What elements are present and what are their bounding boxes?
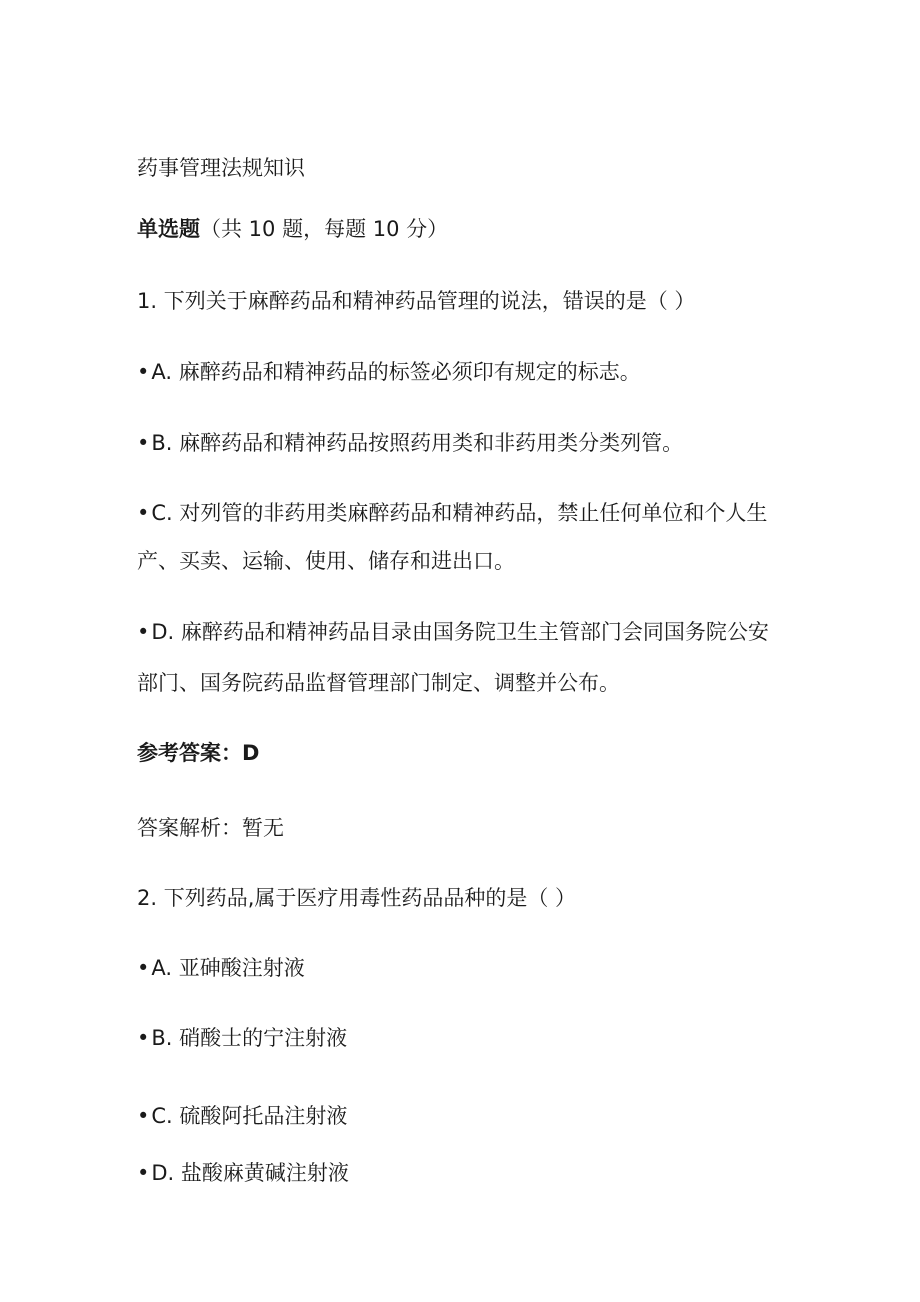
question-2-stem: 2. 下列药品,属于医疗用毒性药品品种的是（ ）: [137, 886, 577, 910]
option-text: C. 硫酸阿托品注射液: [151, 1104, 348, 1128]
option-text: A. 亚砷酸注射液: [151, 956, 305, 980]
document-title: 药事管理法规知识: [137, 156, 305, 180]
bullet-icon: •: [137, 1161, 150, 1185]
question-1-answer: 参考答案：D: [137, 741, 260, 765]
question-1-option-c-continued: 产、买卖、运输、使用、储存和进出口。: [137, 549, 515, 573]
option-text: B. 硝酸士的宁注射液: [151, 1026, 348, 1050]
option-text: D. 麻醉药品和精神药品目录由国务院卫生主管部门会同国务院公安: [151, 620, 769, 644]
question-1-option-a: [137, 357, 797, 387]
question-1-option-c: [137, 498, 797, 528]
question-1-option-d: [137, 617, 797, 647]
question-2-option-a: [137, 953, 797, 983]
question-2-option-c: [137, 1101, 797, 1131]
section-note: （共 10 题，每题 10 分）: [200, 217, 449, 241]
bullet-icon: •: [137, 431, 150, 455]
section-heading: [137, 214, 797, 244]
bullet-icon: •: [137, 360, 150, 384]
bullet-icon: •: [137, 1104, 150, 1128]
question-1-analysis: 答案解析：暂无: [137, 816, 284, 840]
question-2-option-d: [137, 1158, 797, 1188]
question-2-option-b: [137, 1023, 797, 1053]
bullet-icon: •: [137, 956, 150, 980]
option-text: B. 麻醉药品和精神药品按照药用类和非药用类分类列管。: [151, 431, 684, 455]
bullet-icon: •: [137, 620, 150, 644]
section-label: 单选题: [137, 217, 200, 241]
option-text: D. 盐酸麻黄碱注射液: [151, 1161, 349, 1185]
option-text: C. 对列管的非药用类麻醉药品和精神药品，禁止任何单位和个人生: [151, 501, 768, 525]
bullet-icon: •: [137, 501, 150, 525]
question-1-option-b: [137, 428, 797, 458]
option-text: A. 麻醉药品和精神药品的标签必须印有规定的标志。: [151, 360, 641, 384]
question-1-option-d-continued: 部门、国务院药品监督管理部门制定、调整并公布。: [137, 671, 620, 695]
bullet-icon: •: [137, 1026, 150, 1050]
question-1-stem: 1. 下列关于麻醉药品和精神药品管理的说法，错误的是（ ）: [137, 289, 696, 313]
